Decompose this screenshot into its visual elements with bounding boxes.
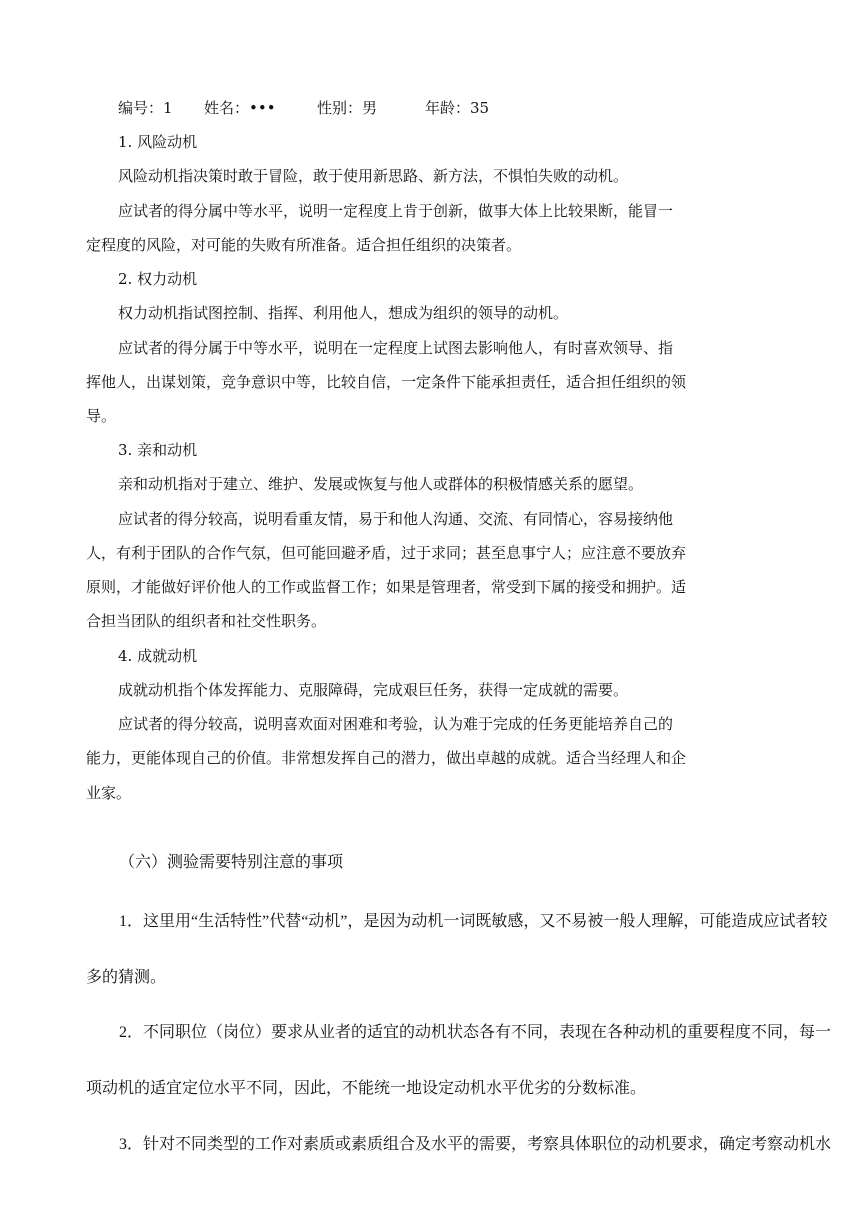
motive-assessment-line: 导。: [86, 407, 117, 425]
note-line: 项动机的适宜定位水平不同，因此，不能统一地设定动机水平优劣的分数标准。: [86, 1080, 647, 1097]
note-line: 多的猜测。: [86, 969, 167, 986]
note-line: 1．这里用“生活特性”代替“动机”，是因为动机一词既敏感，又不易被一般人理解，可能造成应试者较: [119, 913, 828, 930]
motive-assessment-line: 原则，才能做好评价他人的工作或监督工作；如果是管理者，常受到下属的接受和拥护。适: [86, 578, 687, 596]
id-field: 编号：1: [118, 99, 173, 117]
motive-assessment-line: 合担当团队的组织者和社交性职务。: [86, 612, 327, 630]
motive-assessment-line: 业家。: [86, 784, 132, 802]
motive-heading-affiliation: 3. 亲和动机: [118, 441, 198, 459]
motive-assessment-line: 挥他人，出谋划策，竞争意识中等，比较自信，一定条件下能承担责任，适合担任组织的领: [86, 373, 687, 391]
motive-definition-power: 权力动机指试图控制、指挥、利用他人，想成为组织的领导的动机。: [118, 304, 569, 322]
age-field: 年龄：35: [425, 99, 490, 117]
motive-assessment-line: 人，有利于团队的合作气氛，但可能回避矛盾，过于求同；甚至息事宁人；应注意不要放弃: [86, 544, 687, 562]
motive-definition-affiliation: 亲和动机指对于建立、维护、发展或恢复与他人或群体的积极情感关系的愿望。: [118, 475, 644, 493]
motive-heading-risk: 1. 风险动机: [118, 133, 198, 151]
motive-assessment-line: 应试者的得分属于中等水平，说明在一定程度上试图去影响他人，有时喜欢领导、指: [118, 339, 674, 357]
motive-heading-power: 2. 权力动机: [118, 270, 198, 288]
motive-definition-achievement: 成就动机指个体发挥能力、克服障碍，完成艰巨任务，获得一定成就的需要。: [118, 681, 629, 699]
section-title: （六）测验需要特别注意的事项: [119, 854, 344, 871]
motive-definition-risk: 风险动机指决策时敢于冒险，敢于使用新思路、新方法，不惧怕失败的动机。: [118, 167, 629, 185]
motive-assessment-line: 应试者的得分较高，说明看重友情，易于和他人沟通、交流、有同情心，容易接纳他: [118, 510, 674, 528]
name-field: 姓名：•••: [204, 99, 276, 117]
note-line: 3．针对不同类型的工作对素质或素质组合及水平的需要，考察具体职位的动机要求，确定考察动机水: [119, 1136, 832, 1153]
note-line: 2．不同职位（岗位）要求从业者的适宜的动机状态各有不同，表现在各种动机的重要程度不同，每一: [119, 1024, 832, 1041]
motive-assessment-line: 应试者的得分较高，说明喜欢面对困难和考验，认为难于完成的任务更能培养自己的: [118, 715, 674, 733]
motive-assessment-line: 能力，更能体现自己的价值。非常想发挥自己的潜力，做出卓越的成就。适合当经理人和企: [86, 749, 687, 767]
motive-assessment-line: 定程度的风险，对可能的失败有所准备。适合担任组织的决策者。: [86, 236, 522, 254]
gender-field: 性别：男: [317, 99, 378, 117]
motive-heading-achievement: 4. 成就动机: [118, 647, 198, 665]
motive-assessment-line: 应试者的得分属中等水平，说明一定程度上肯于创新，做事大体上比较果断，能冒一: [118, 202, 674, 220]
